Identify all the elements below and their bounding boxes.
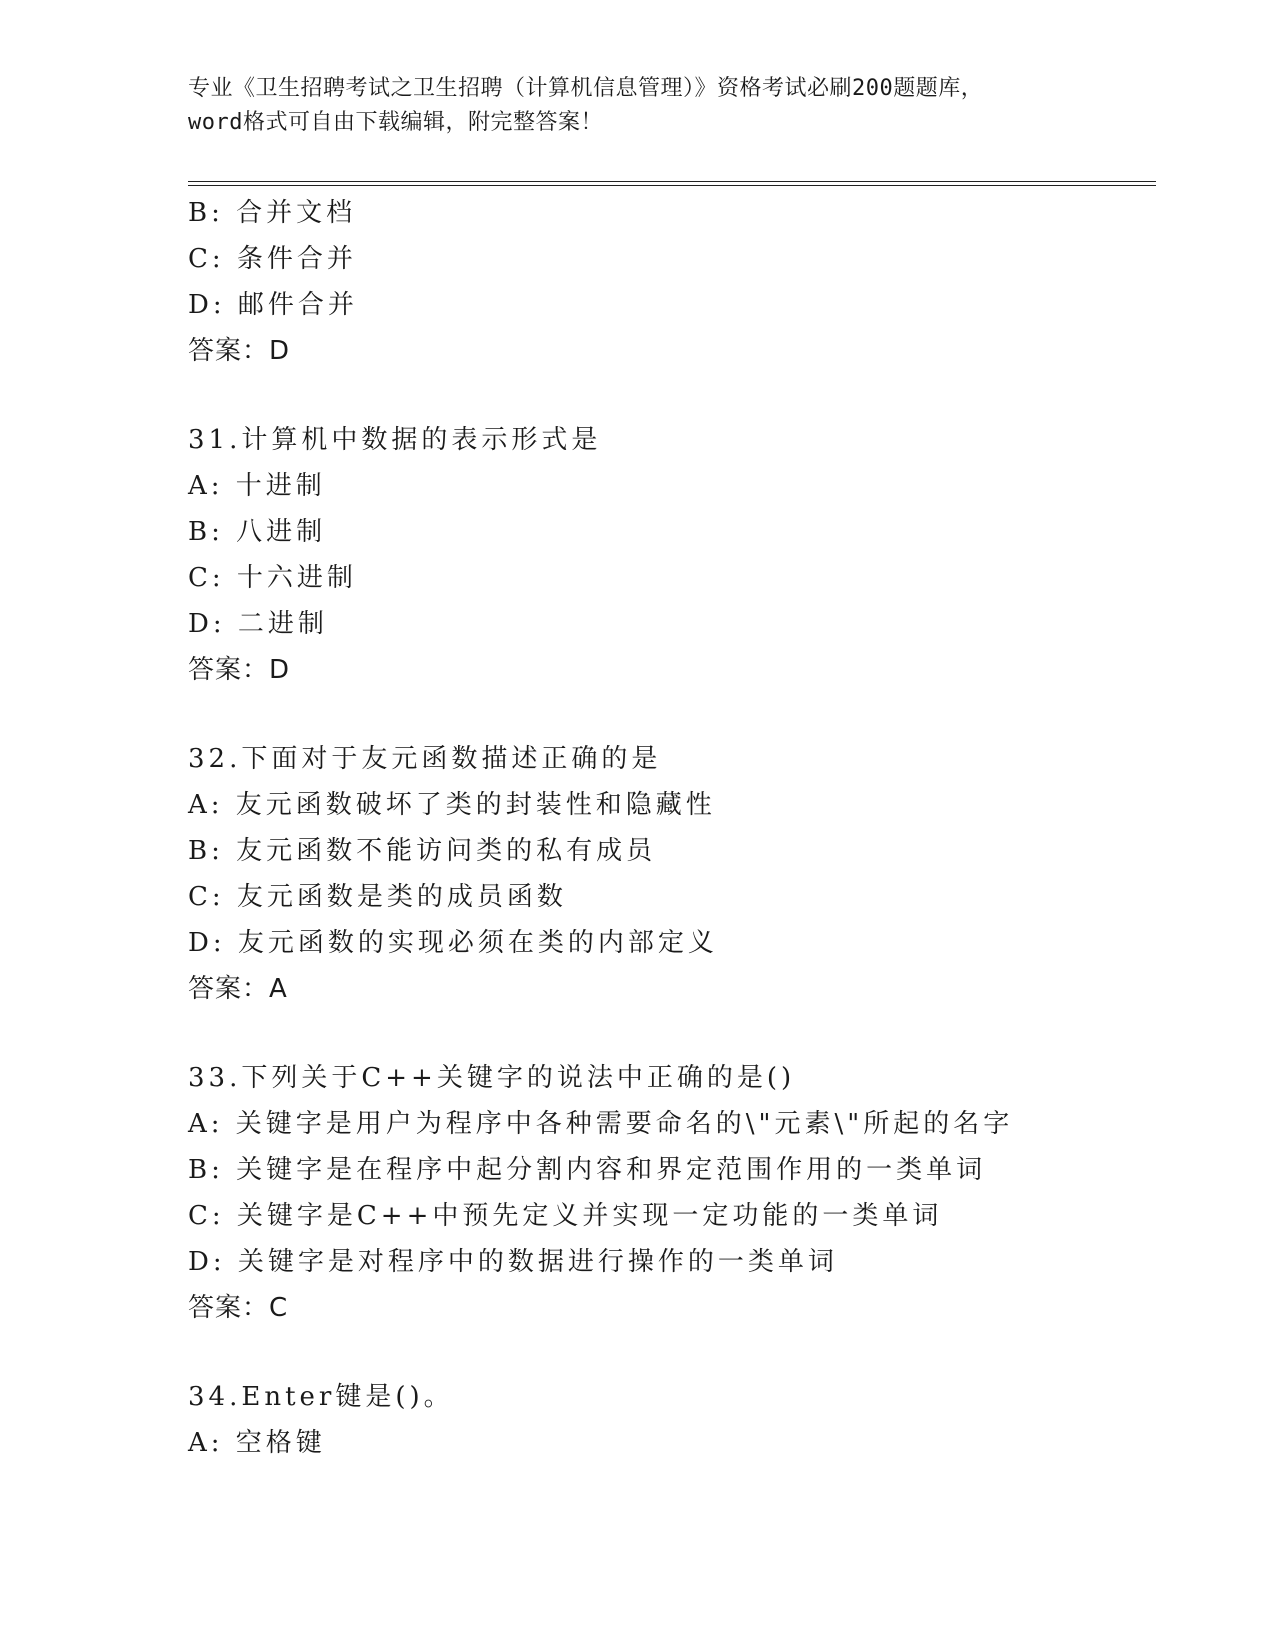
document-header bbox=[188, 72, 1088, 140]
question-title: 32.下面对于友元函数描述正确的是 bbox=[188, 744, 662, 774]
option-a: A: 友元函数破坏了类的封装性和隐藏性 bbox=[188, 790, 716, 820]
option-d: D: 二进制 bbox=[188, 609, 328, 639]
question-title: 31.计算机中数据的表示形式是 bbox=[188, 425, 602, 455]
option-b: B: 友元函数不能访问类的私有成员 bbox=[188, 836, 657, 866]
option-b: B: 关键字是在程序中起分割内容和界定范围作用的一类单词 bbox=[188, 1155, 987, 1185]
header-divider-bottom bbox=[188, 185, 1156, 186]
question-block-34 bbox=[188, 1374, 1188, 1466]
answer-label: 答案：D bbox=[188, 336, 291, 366]
answer-label: 答案：A bbox=[188, 974, 288, 1004]
question-list bbox=[188, 190, 1188, 1466]
option-d: D: 邮件合并 bbox=[188, 290, 358, 320]
option-c: C: 友元函数是类的成员函数 bbox=[188, 882, 567, 912]
question-block-30 bbox=[188, 190, 1188, 374]
header-line-2: word格式可自由下载编辑，附完整答案！ bbox=[188, 110, 603, 135]
question-block-32 bbox=[188, 736, 1188, 1012]
option-c: C: 条件合并 bbox=[188, 244, 357, 274]
answer-label: 答案：D bbox=[188, 655, 291, 685]
option-a: A: 关键字是用户为程序中各种需要命名的\"元素\"所起的名字 bbox=[188, 1109, 1014, 1139]
header-line-1: 专业《卫生招聘考试之卫生招聘（计算机信息管理）》资格考试必刷200题题库， bbox=[188, 76, 984, 101]
option-d: D: 友元函数的实现必须在类的内部定义 bbox=[188, 928, 718, 958]
question-block-33 bbox=[188, 1055, 1188, 1331]
header-divider-top bbox=[188, 181, 1156, 182]
answer-label: 答案：C bbox=[188, 1293, 289, 1323]
option-b: B: 合并文档 bbox=[188, 198, 357, 228]
question-title: 34.Enter键是()。 bbox=[188, 1382, 454, 1412]
option-a: A: 十进制 bbox=[188, 471, 326, 501]
question-title: 33.下列关于C++关键字的说法中正确的是() bbox=[188, 1063, 796, 1093]
option-c: C: 十六进制 bbox=[188, 563, 357, 593]
option-b: B: 八进制 bbox=[188, 517, 327, 547]
question-block-31 bbox=[188, 417, 1188, 693]
option-d: D: 关键字是对程序中的数据进行操作的一类单词 bbox=[188, 1247, 838, 1277]
option-c: C: 关键字是C++中预先定义并实现一定功能的一类单词 bbox=[188, 1201, 943, 1231]
option-a: A: 空格键 bbox=[188, 1428, 326, 1458]
